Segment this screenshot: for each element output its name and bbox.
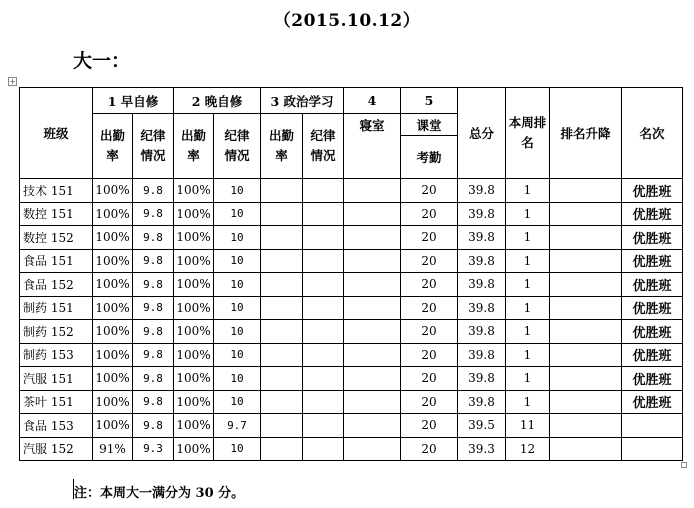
table-row xyxy=(20,273,683,297)
table-row xyxy=(20,179,683,203)
table-cell: 39.8 xyxy=(458,343,506,367)
table-cell: 9.8 xyxy=(133,320,174,344)
table-cell: 20 xyxy=(401,320,458,344)
report-date: （2015.10.12） xyxy=(273,11,421,31)
table-cell: 技术 151 xyxy=(20,179,93,203)
table-cell xyxy=(550,320,622,344)
table-cell: 9.8 xyxy=(133,296,174,320)
table-cell: 制药 151 xyxy=(20,296,93,320)
table-cell: 1 xyxy=(506,226,550,250)
header-4: 4 xyxy=(344,88,401,114)
table-cell: 10 xyxy=(214,390,261,414)
table-cell: 100% xyxy=(93,414,133,438)
table-cell: 100% xyxy=(93,390,133,414)
table-cell xyxy=(261,367,303,391)
table-cell: 91% xyxy=(93,437,133,461)
table-cell: 100% xyxy=(174,249,214,273)
table-cell: 20 xyxy=(401,249,458,273)
table-row xyxy=(20,226,683,250)
table-cell: 制药 153 xyxy=(20,343,93,367)
table-cell xyxy=(261,296,303,320)
table-cell xyxy=(344,343,401,367)
table-cell xyxy=(344,179,401,203)
table-cell: 1 xyxy=(506,296,550,320)
header-attendance-3: 出勤 率 xyxy=(261,114,303,179)
table-cell xyxy=(344,390,401,414)
table-cell: 20 xyxy=(401,202,458,226)
table-cell: 20 xyxy=(401,437,458,461)
table-cell: 39.8 xyxy=(458,296,506,320)
table-cell: 100% xyxy=(93,343,133,367)
table-cell: 39.8 xyxy=(458,249,506,273)
table-cell: 1 xyxy=(506,179,550,203)
table-cell: 9.8 xyxy=(133,414,174,438)
table-cell: 39.8 xyxy=(458,202,506,226)
table-cell xyxy=(261,437,303,461)
table-cell xyxy=(344,414,401,438)
table-cell: 100% xyxy=(174,320,214,344)
table-cell: 100% xyxy=(93,202,133,226)
header-class: 班级 xyxy=(20,88,93,179)
table-cell xyxy=(344,320,401,344)
table-cell: 9.8 xyxy=(133,367,174,391)
table-cell: 优胜班 xyxy=(622,179,683,203)
table-cell: 汽服 151 xyxy=(20,367,93,391)
table-cell: 100% xyxy=(174,273,214,297)
table-cell: 20 xyxy=(401,179,458,203)
table-cell: 茶叶 151 xyxy=(20,390,93,414)
table-cell: 20 xyxy=(401,367,458,391)
table-cell: 100% xyxy=(93,273,133,297)
table-cell: 39.3 xyxy=(458,437,506,461)
table-cell: 39.8 xyxy=(458,390,506,414)
table-cell: 优胜班 xyxy=(622,202,683,226)
table-cell xyxy=(344,367,401,391)
table-cell xyxy=(550,179,622,203)
table-cell: 100% xyxy=(93,179,133,203)
table-cell xyxy=(550,367,622,391)
table-cell: 食品 153 xyxy=(20,414,93,438)
table-cell: 汽服 152 xyxy=(20,437,93,461)
table-cell xyxy=(550,226,622,250)
table-cell: 1 xyxy=(506,320,550,344)
table-cell: 10 xyxy=(214,202,261,226)
table-cell: 39.8 xyxy=(458,320,506,344)
table-cell xyxy=(622,437,683,461)
table-cell: 10 xyxy=(214,367,261,391)
table-cell xyxy=(344,273,401,297)
table-row xyxy=(20,367,683,391)
table-cell: 9.8 xyxy=(133,343,174,367)
table-cell: 20 xyxy=(401,343,458,367)
table-cell xyxy=(550,249,622,273)
table-cell xyxy=(303,249,344,273)
table-cell: 9.8 xyxy=(133,249,174,273)
table-cell: 20 xyxy=(401,390,458,414)
table-cell: 1 xyxy=(506,273,550,297)
header-5: 5 xyxy=(401,88,458,114)
table-cell xyxy=(261,226,303,250)
table-cell: 10 xyxy=(214,249,261,273)
table-cell xyxy=(550,202,622,226)
table-cell: 9.7 xyxy=(214,414,261,438)
table-cell: 9.3 xyxy=(133,437,174,461)
header-political-study: 3 政治学习 xyxy=(261,88,344,114)
table-cell: 39.8 xyxy=(458,226,506,250)
table-row xyxy=(20,414,683,438)
table-cell xyxy=(303,320,344,344)
table-cell: 11 xyxy=(506,414,550,438)
header-total: 总分 xyxy=(458,88,506,179)
table-cell xyxy=(261,320,303,344)
table-cell xyxy=(303,179,344,203)
table-cell: 优胜班 xyxy=(622,367,683,391)
table-row xyxy=(20,390,683,414)
table-cell xyxy=(550,296,622,320)
table-cell: 100% xyxy=(93,367,133,391)
table-cell: 100% xyxy=(174,390,214,414)
table-cell: 100% xyxy=(174,202,214,226)
table-row xyxy=(20,320,683,344)
table-row xyxy=(20,249,683,273)
table-cell xyxy=(303,202,344,226)
table-cell xyxy=(261,202,303,226)
table-cell: 20 xyxy=(401,273,458,297)
table-cell: 100% xyxy=(174,414,214,438)
header-attendance-1: 出勤 率 xyxy=(93,114,133,179)
header-dorm: 寝室 xyxy=(344,114,401,179)
table-cell: 100% xyxy=(174,367,214,391)
table-cell xyxy=(550,343,622,367)
table-cell: 数控 152 xyxy=(20,226,93,250)
table-cell: 1 xyxy=(506,390,550,414)
table-cell: 10 xyxy=(214,273,261,297)
table-cell: 39.8 xyxy=(458,367,506,391)
header-evening-study: 2 晚自修 xyxy=(174,88,261,114)
header-week-rank: 本周排名 xyxy=(506,88,550,179)
table-cell xyxy=(261,179,303,203)
table-cell: 9.8 xyxy=(133,273,174,297)
table-cell: 39.8 xyxy=(458,179,506,203)
table-cell: 10 xyxy=(214,296,261,320)
table-cell: 9.8 xyxy=(133,179,174,203)
table-cell: 优胜班 xyxy=(622,226,683,250)
table-cell: 9.8 xyxy=(133,390,174,414)
table-cell: 9.8 xyxy=(133,226,174,250)
table-cell: 20 xyxy=(401,226,458,250)
table-cell: 优胜班 xyxy=(622,390,683,414)
table-cell xyxy=(261,390,303,414)
table-cell: 100% xyxy=(93,320,133,344)
table-cell: 1 xyxy=(506,202,550,226)
table-row xyxy=(20,343,683,367)
table-cell xyxy=(261,249,303,273)
table-cell xyxy=(550,437,622,461)
table-cell: 食品 152 xyxy=(20,273,93,297)
table-move-handle-icon[interactable]: + xyxy=(9,77,16,86)
header-morning-study: 1 早自修 xyxy=(93,88,174,114)
section-heading: 大一： xyxy=(73,50,131,72)
table-cell xyxy=(303,437,344,461)
table-row xyxy=(20,296,683,320)
table-cell: 9.8 xyxy=(133,202,174,226)
table-cell: 100% xyxy=(174,226,214,250)
table-cell: 100% xyxy=(174,296,214,320)
header-rank-change: 排名升降 xyxy=(550,88,622,179)
table-row xyxy=(20,202,683,226)
table-cell: 10 xyxy=(214,179,261,203)
table-cell: 优胜班 xyxy=(622,249,683,273)
header-discipline-3: 纪律 情况 xyxy=(303,114,344,179)
table-cell: 20 xyxy=(401,414,458,438)
table-row xyxy=(20,437,683,461)
table-resize-handle-icon[interactable] xyxy=(681,462,687,468)
table-cell xyxy=(344,249,401,273)
table-cell xyxy=(303,343,344,367)
table-cell xyxy=(303,414,344,438)
table-cell xyxy=(344,296,401,320)
table-cell: 10 xyxy=(214,343,261,367)
table-cell: 12 xyxy=(506,437,550,461)
table-cell: 100% xyxy=(174,343,214,367)
header-discipline-1: 纪律 情况 xyxy=(133,114,174,179)
table-cell: 100% xyxy=(174,179,214,203)
score-table xyxy=(19,87,683,461)
table-cell: 20 xyxy=(401,296,458,320)
table-cell: 10 xyxy=(214,437,261,461)
table-cell xyxy=(261,273,303,297)
table-cell: 数控 151 xyxy=(20,202,93,226)
table-cell: 食品 151 xyxy=(20,249,93,273)
header-discipline-2: 纪律 情况 xyxy=(214,114,261,179)
table-cell: 优胜班 xyxy=(622,296,683,320)
table-cell xyxy=(261,343,303,367)
header-class-sub: 课堂 xyxy=(401,114,458,136)
table-cell: 39.8 xyxy=(458,273,506,297)
table-cell xyxy=(344,202,401,226)
table-cell: 100% xyxy=(93,249,133,273)
header-attendance-2: 出勤 率 xyxy=(174,114,214,179)
table-cell: 优胜班 xyxy=(622,320,683,344)
table-cell xyxy=(303,367,344,391)
table-cell: 10 xyxy=(214,320,261,344)
table-cell xyxy=(303,226,344,250)
table-cell xyxy=(550,273,622,297)
table-cell: 优胜班 xyxy=(622,273,683,297)
table-cell: 39.5 xyxy=(458,414,506,438)
table-cell: 制药 152 xyxy=(20,320,93,344)
header-class-attendance: 考勤 xyxy=(401,136,458,179)
table-cell xyxy=(550,414,622,438)
table-cell: 100% xyxy=(93,226,133,250)
table-cell: 100% xyxy=(93,296,133,320)
table-cell xyxy=(261,414,303,438)
header-place: 名次 xyxy=(622,88,683,179)
table-cell: 100% xyxy=(174,437,214,461)
footnote: 注：本周大一满分为 30 分。 xyxy=(74,486,245,501)
table-cell xyxy=(344,226,401,250)
table-cell: 1 xyxy=(506,343,550,367)
table-cell: 优胜班 xyxy=(622,343,683,367)
table-cell xyxy=(550,390,622,414)
table-cell: 1 xyxy=(506,367,550,391)
table-cell: 10 xyxy=(214,226,261,250)
table-cell: 1 xyxy=(506,249,550,273)
table-cell xyxy=(303,273,344,297)
table-cell xyxy=(622,414,683,438)
table-cell xyxy=(344,437,401,461)
table-cell xyxy=(303,390,344,414)
table-cell xyxy=(303,296,344,320)
